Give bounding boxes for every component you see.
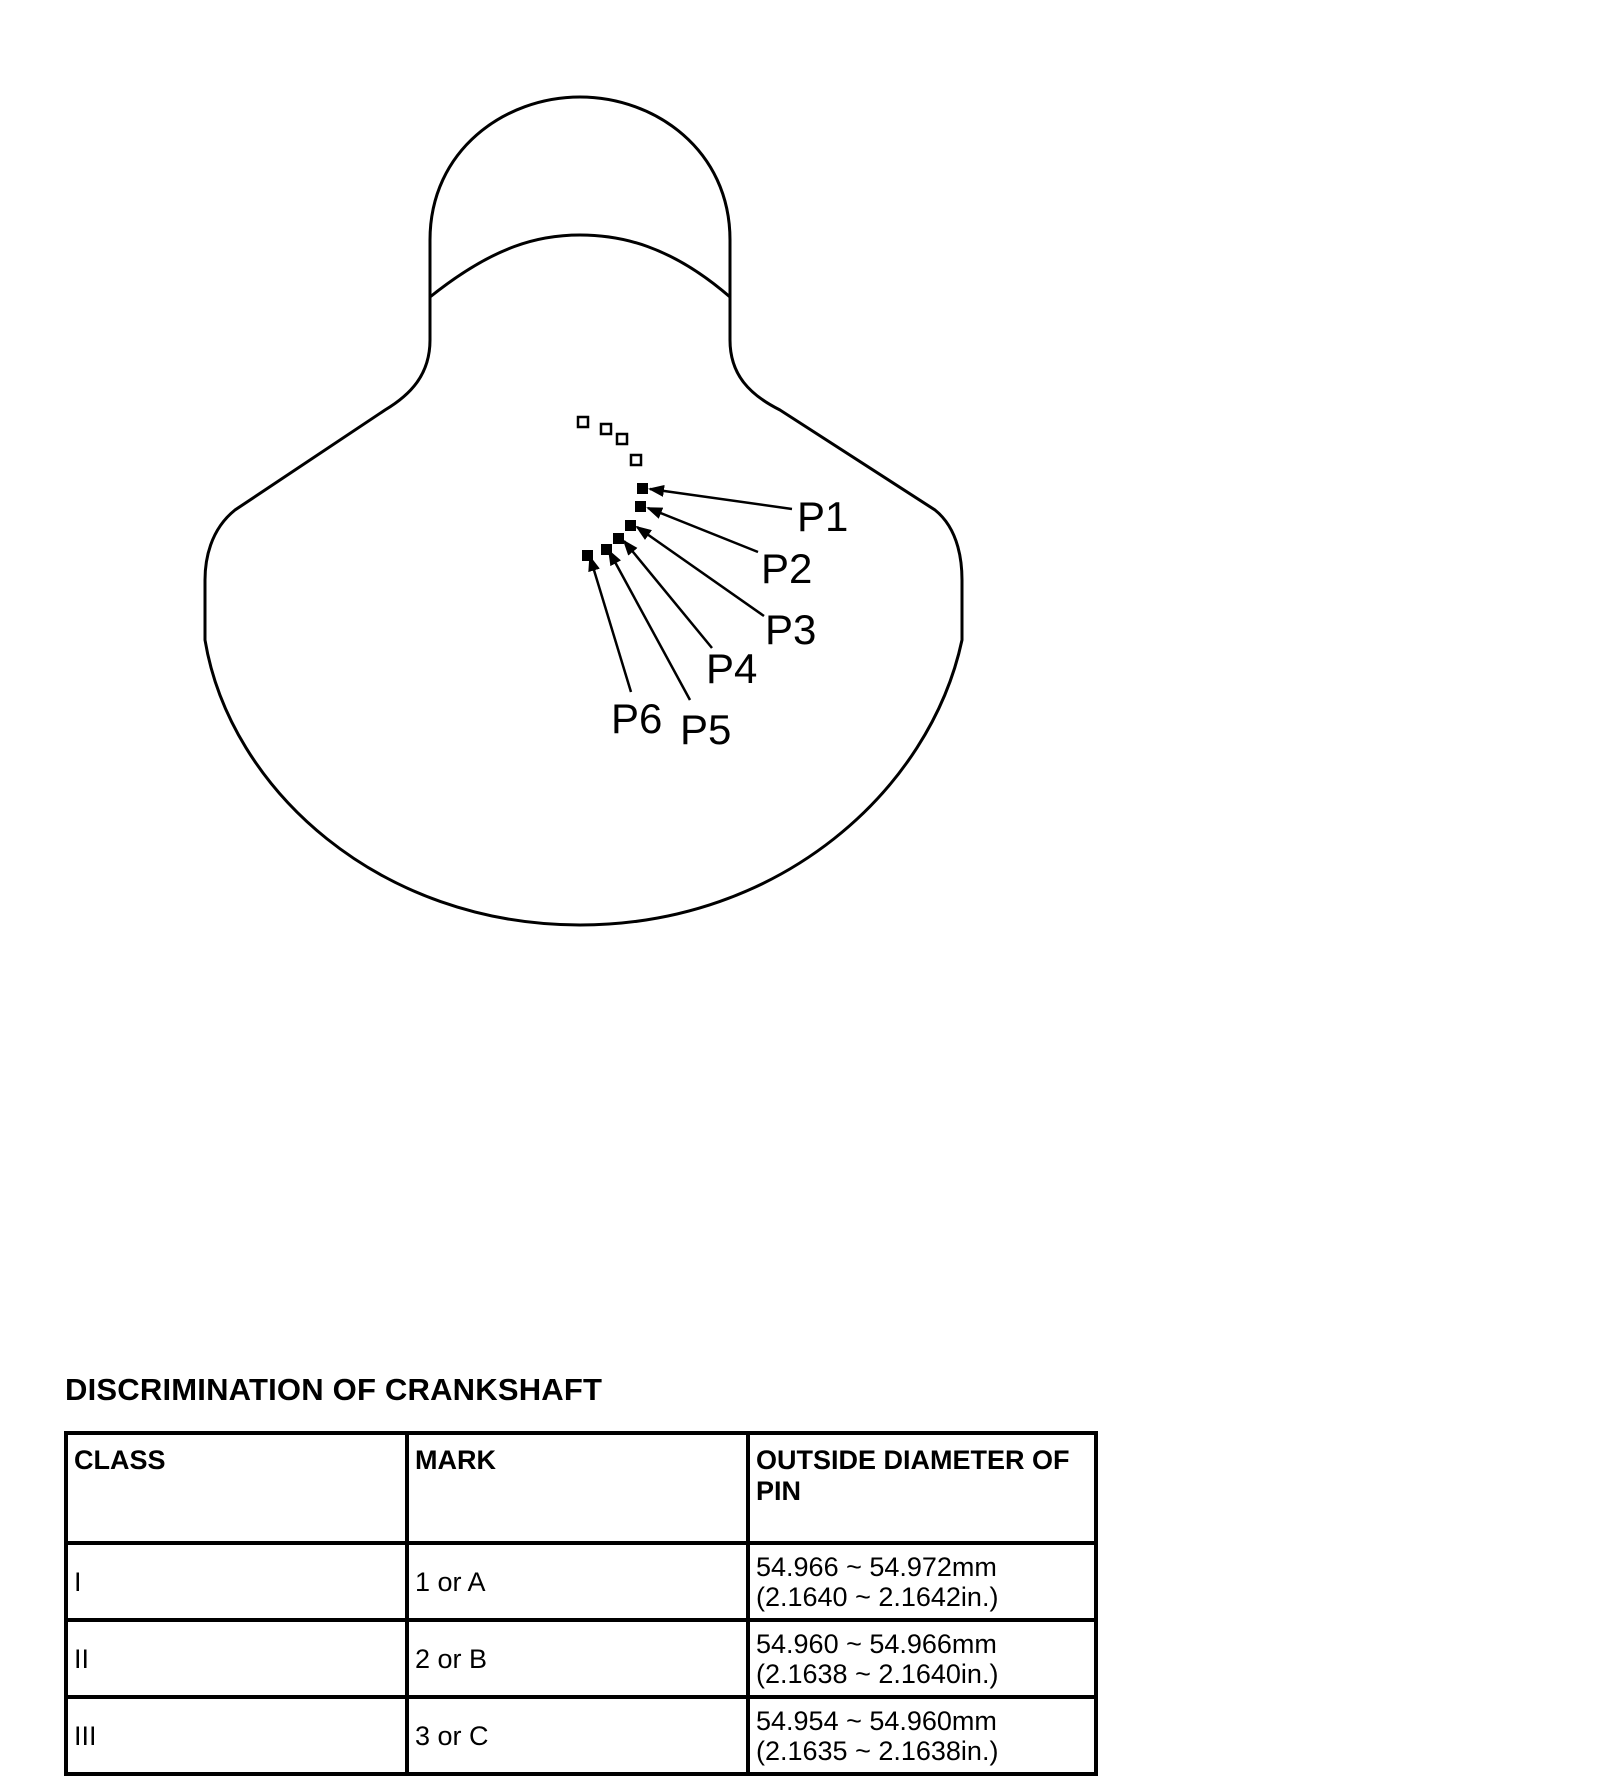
header-class: CLASS — [66, 1433, 407, 1543]
hollow-mark — [578, 417, 588, 427]
crank-web-outline — [205, 97, 962, 925]
label-p2: P2 — [761, 545, 813, 592]
arrow-p3 — [637, 527, 764, 616]
cell-diameter — [748, 1697, 1096, 1774]
header-mark: MARK — [407, 1433, 748, 1543]
filled-mark-p3 — [625, 520, 636, 531]
filled-mark-p4 — [613, 533, 624, 544]
cell-diameter — [748, 1620, 1096, 1697]
table-row — [66, 1697, 1096, 1774]
diameter-in: (2.1635 ~ 2.1638in.) — [756, 1735, 999, 1766]
table-row — [66, 1543, 1096, 1620]
hollow-mark — [601, 424, 611, 434]
table-row — [66, 1620, 1096, 1697]
diameter-in: (2.1640 ~ 2.1642in.) — [756, 1581, 999, 1612]
table-header-row — [66, 1433, 1096, 1543]
diameter-mm: 54.954 ~ 54.960mm — [756, 1705, 997, 1736]
label-p5: P5 — [680, 706, 732, 753]
filled-mark-p1 — [637, 483, 648, 494]
label-p3: P3 — [765, 606, 817, 653]
cell-mark: 1 or A — [407, 1543, 748, 1620]
hollow-mark — [617, 434, 627, 444]
cell-class: III — [66, 1697, 407, 1774]
label-p4: P4 — [706, 645, 758, 692]
arrow-p4 — [624, 541, 712, 648]
cell-diameter — [748, 1543, 1096, 1620]
hollow-mark — [631, 455, 641, 465]
crankshaft-class-table — [64, 1431, 1098, 1776]
diameter-mm: 54.966 ~ 54.972mm — [756, 1551, 997, 1582]
table-title: DISCRIMINATION OF CRANKSHAFT — [65, 1372, 603, 1407]
header-outside-diameter: OUTSIDE DIAMETER OF PIN — [748, 1433, 1096, 1543]
arrow-p1 — [650, 489, 792, 509]
filled-mark-p2 — [635, 501, 646, 512]
diameter-in: (2.1638 ~ 2.1640in.) — [756, 1658, 999, 1689]
label-p1: P1 — [797, 493, 849, 540]
cell-mark: 3 or C — [407, 1697, 748, 1774]
arrow-p6 — [590, 557, 631, 692]
diameter-mm: 54.960 ~ 54.966mm — [756, 1628, 997, 1659]
label-p6: P6 — [611, 695, 663, 742]
cell-mark: 2 or B — [407, 1620, 748, 1697]
crank-pin-arc — [430, 235, 730, 297]
cell-class: I — [66, 1543, 407, 1620]
cell-class: II — [66, 1620, 407, 1697]
